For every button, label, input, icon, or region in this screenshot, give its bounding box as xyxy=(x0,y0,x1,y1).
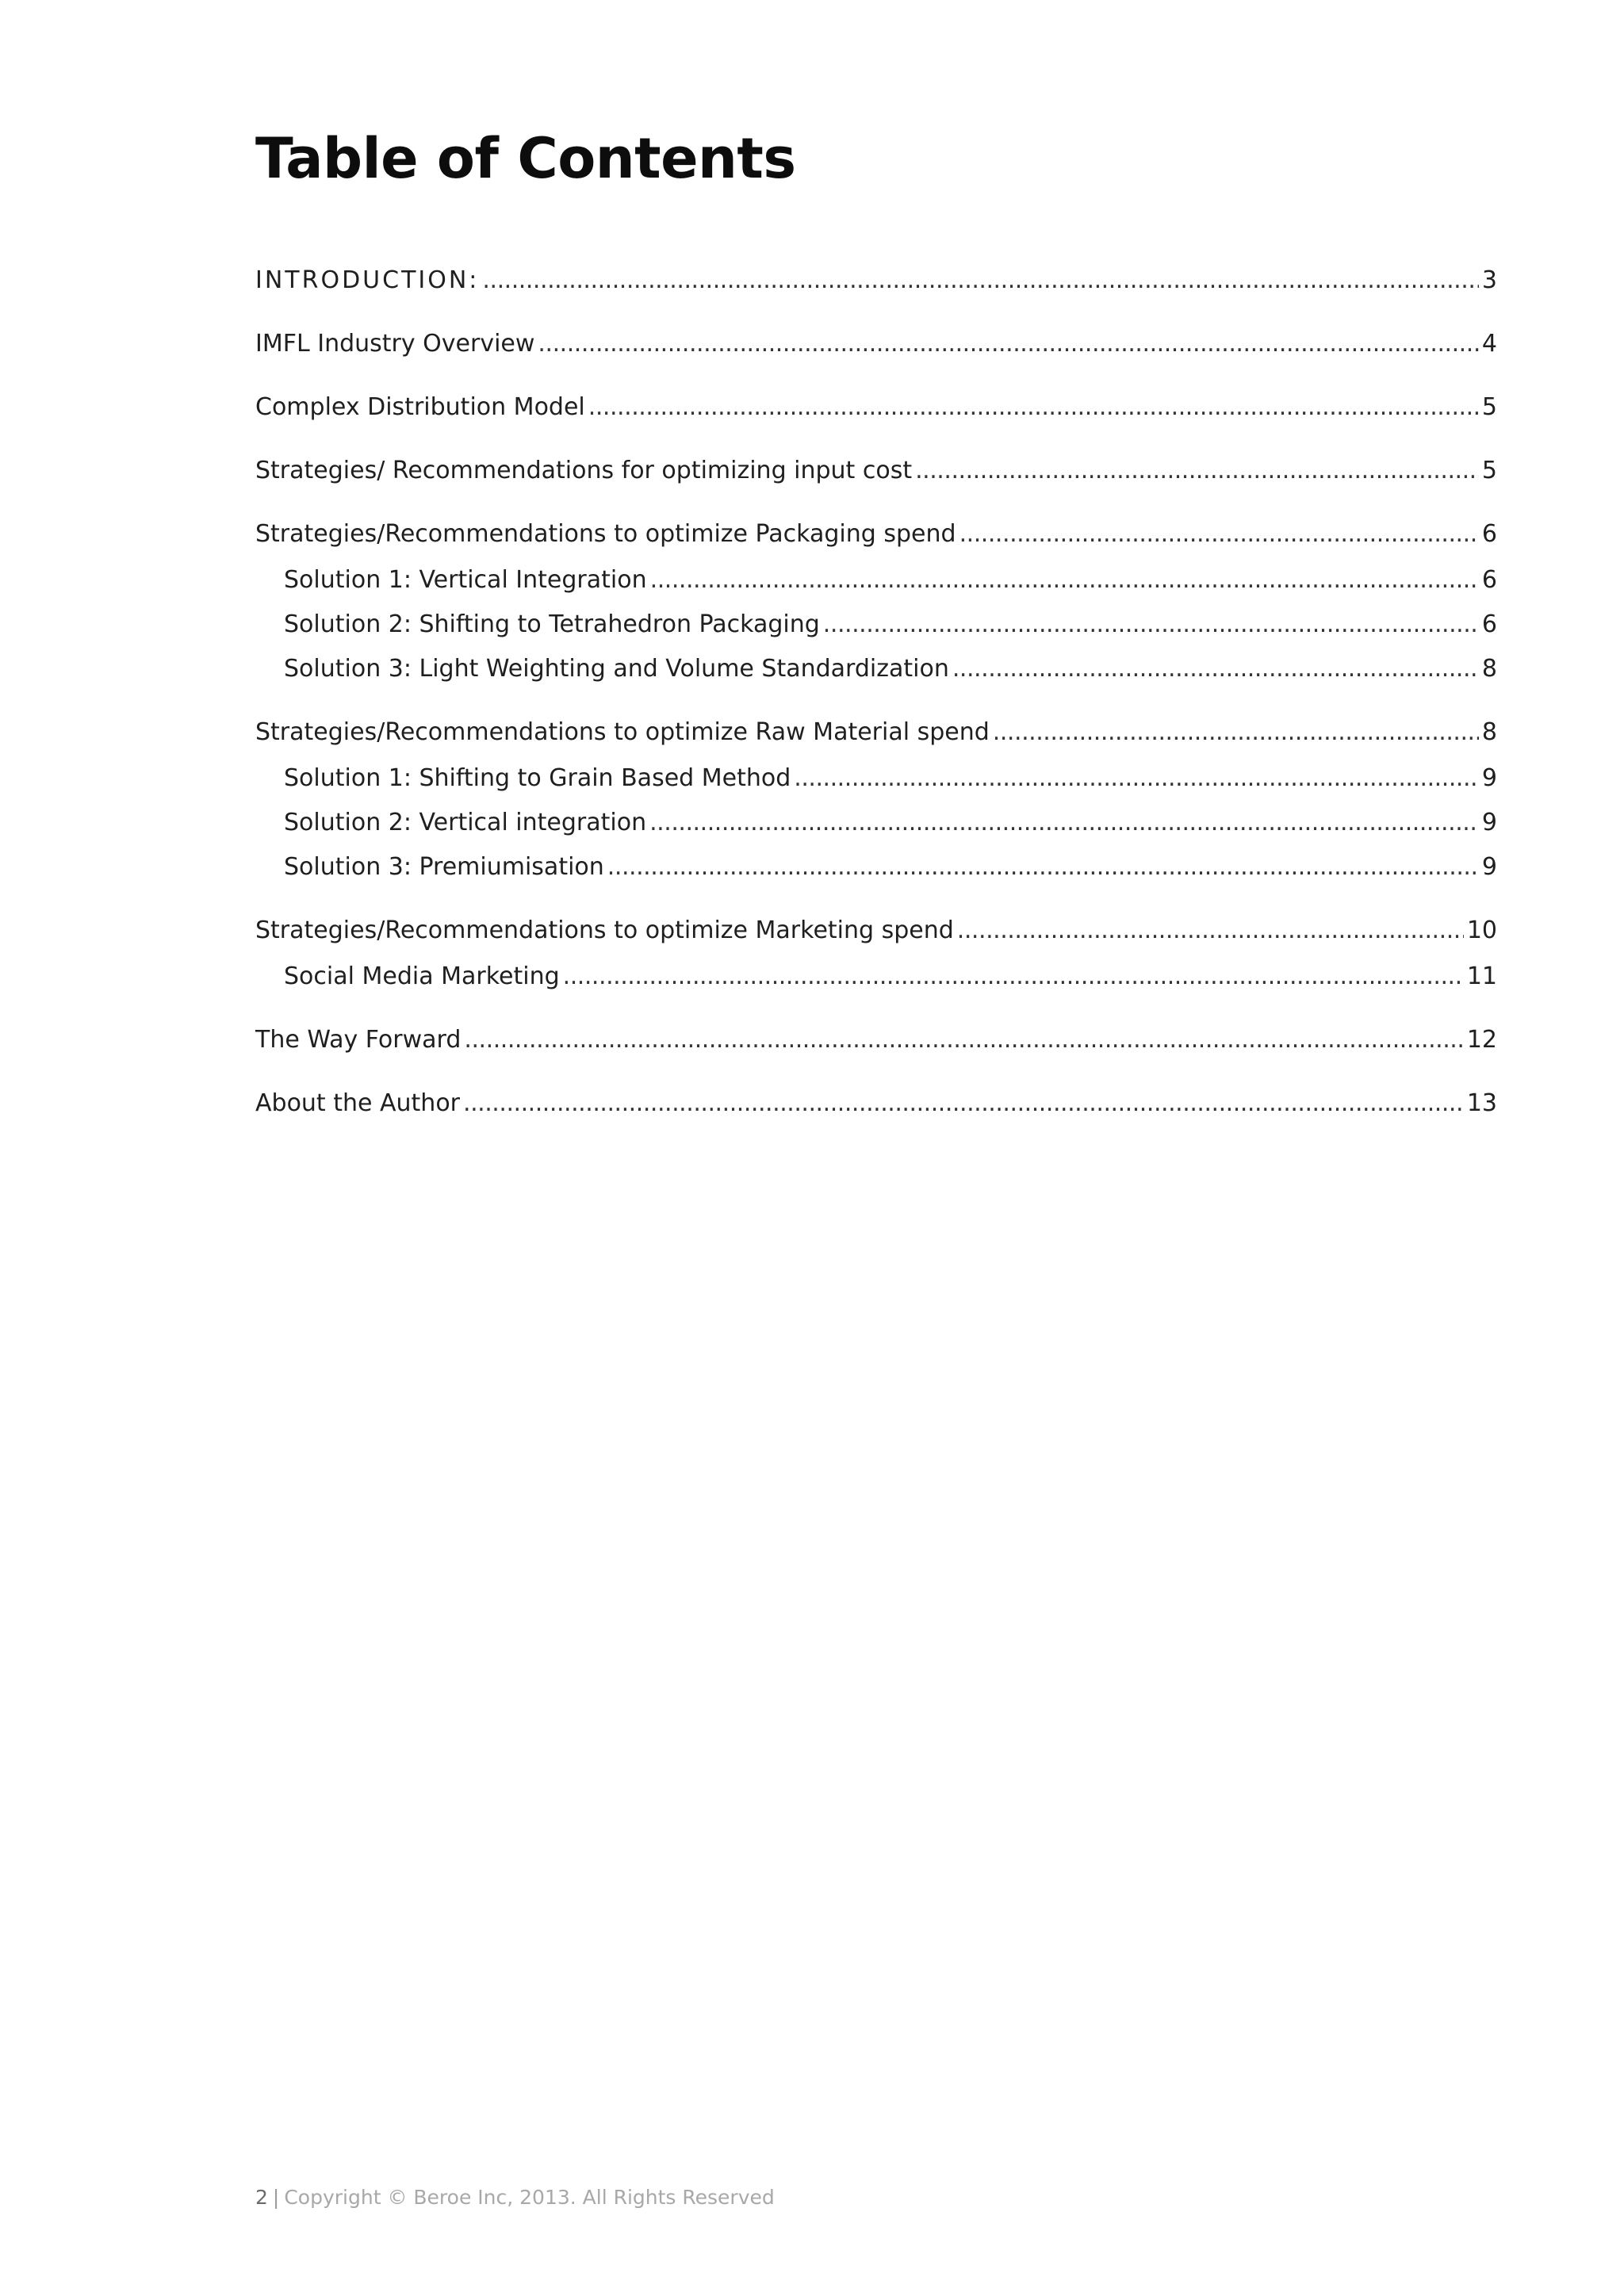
toc-subentry[interactable] xyxy=(255,851,1497,883)
toc-entry-page: 9 xyxy=(1481,853,1497,881)
toc-entry[interactable] xyxy=(255,455,1497,487)
toc-entry-label: INTRODUCTION: xyxy=(255,266,480,294)
toc-entry-label: Strategies/ Recommendations for optimizing input cost xyxy=(255,457,913,484)
toc-entry[interactable] xyxy=(255,915,1497,947)
toc-dot-leader xyxy=(957,915,1464,947)
page-title: Table of Contents xyxy=(255,126,796,191)
toc-dot-leader xyxy=(607,851,1479,883)
toc-subentry[interactable] xyxy=(255,763,1497,794)
toc-subentry[interactable] xyxy=(255,653,1497,685)
toc-entry-label: Solution 1: Vertical Integration xyxy=(284,566,647,594)
toc-entry-label: Strategies/Recommendations to optimize Packaging spend xyxy=(255,520,956,548)
toc-entry-label: Strategies/Recommendations to optimize Marketing spend xyxy=(255,916,954,944)
toc-dot-leader xyxy=(993,717,1479,748)
toc-entry-page: 9 xyxy=(1481,764,1497,792)
toc-entry-page: 10 xyxy=(1466,916,1497,944)
toc-entry-label: Solution 2: Vertical integration xyxy=(284,809,647,836)
toc-entry-page: 5 xyxy=(1481,393,1497,421)
toc-entry[interactable] xyxy=(255,328,1497,360)
toc-dot-leader xyxy=(794,763,1479,794)
toc-entry-page: 6 xyxy=(1481,520,1497,548)
toc-entry[interactable] xyxy=(255,1024,1497,1056)
toc-entry-label: IMFL Industry Overview xyxy=(255,330,535,358)
toc-subentry[interactable] xyxy=(255,609,1497,641)
toc-entry-page: 9 xyxy=(1481,809,1497,836)
toc-entry-page: 13 xyxy=(1466,1089,1497,1117)
toc-subentry[interactable] xyxy=(255,807,1497,839)
toc-entry-label: About the Author xyxy=(255,1089,461,1117)
toc-dot-leader xyxy=(959,519,1479,550)
toc-entry-label: Solution 1: Shifting to Grain Based Method xyxy=(284,764,791,792)
toc-entry[interactable] xyxy=(255,392,1497,423)
toc-entry-page: 5 xyxy=(1481,457,1497,484)
toc-entry-label: Solution 2: Shifting to Tetrahedron Packaging xyxy=(284,610,820,638)
toc-entry[interactable] xyxy=(255,1088,1497,1119)
toc-entry-page: 8 xyxy=(1481,718,1497,746)
toc-entry-page: 12 xyxy=(1466,1026,1497,1054)
toc-entry-page: 4 xyxy=(1481,330,1497,358)
toc-entry[interactable] xyxy=(255,265,1497,297)
toc-dot-leader xyxy=(649,807,1479,839)
toc-subentry[interactable] xyxy=(255,564,1497,596)
toc-dot-leader xyxy=(563,961,1464,993)
toc-entry-label: Solution 3: Light Weighting and Volume Standardization xyxy=(284,655,949,683)
toc-entry-label: Strategies/Recommendations to optimize Raw Material spend xyxy=(255,718,990,746)
toc-dot-leader xyxy=(464,1024,1463,1056)
toc-dot-leader xyxy=(538,328,1478,360)
toc-dot-leader xyxy=(915,455,1479,487)
toc-entry-label: Complex Distribution Model xyxy=(255,393,585,421)
toc-entry-page: 6 xyxy=(1481,566,1497,594)
footer-copyright: Copyright © Beroe Inc, 2013. All Rights Reserved xyxy=(284,2186,775,2209)
toc-entry-page: 11 xyxy=(1466,962,1497,990)
page-footer xyxy=(255,2185,775,2210)
toc-dot-leader xyxy=(588,392,1479,423)
toc-dot-leader xyxy=(482,265,1478,297)
toc-dot-leader xyxy=(952,653,1479,685)
toc-entry-label: Solution 3: Premiumisation xyxy=(284,853,604,881)
footer-page-number: 2 xyxy=(255,2186,268,2209)
toc-dot-leader xyxy=(463,1088,1464,1119)
toc-dot-leader xyxy=(650,564,1479,596)
toc-entry-page: 3 xyxy=(1481,266,1497,294)
toc-entry-label: Social Media Marketing xyxy=(284,962,560,990)
footer-separator: | xyxy=(272,2186,280,2209)
toc-entry-label: The Way Forward xyxy=(255,1026,462,1054)
toc-entry-page: 8 xyxy=(1481,655,1497,683)
toc-subentry[interactable] xyxy=(255,961,1497,993)
toc-entry[interactable] xyxy=(255,717,1497,748)
toc-entry-page: 6 xyxy=(1481,610,1497,638)
toc-dot-leader xyxy=(823,609,1479,641)
table-of-contents xyxy=(255,265,1497,1119)
toc-entry[interactable] xyxy=(255,519,1497,550)
